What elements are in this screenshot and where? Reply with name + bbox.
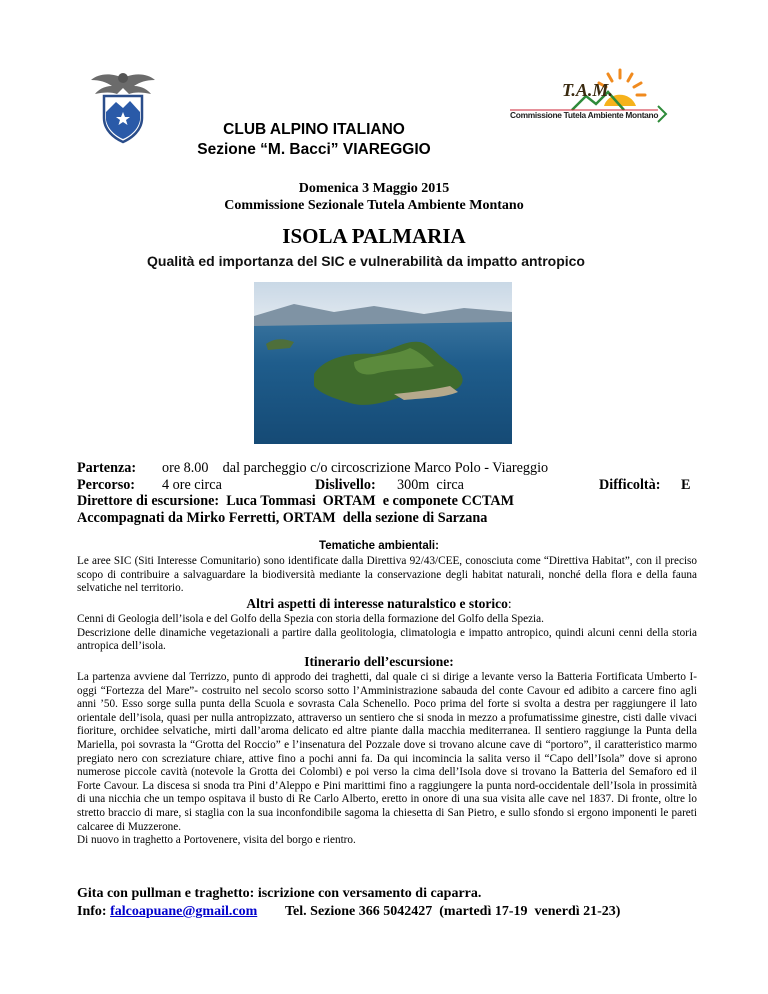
event-date: Domenica 3 Maggio 2015	[298, 181, 450, 196]
dislivello-label: Dislivello:	[315, 476, 376, 493]
club-section: Sezione “M. Bacci” VIAREGGIO	[197, 141, 431, 158]
accompanied: Accompagnati da Mirko Ferretti, ORTAM della sezione di Sarzana	[77, 509, 488, 526]
altri-heading	[0, 596, 763, 612]
club-name: CLUB ALPINO ITALIANO	[223, 121, 405, 138]
email-link[interactable]: falcoapuane@gmail.com	[110, 904, 258, 919]
itinerario-paragraph: La partenza avviene dal Terrizzo, punto di approdo dei traghetti, dal quale ci si dirige a levante verso la Batteria Fortificata Umberto I-oggi “Fortezza del Mare”- costruito nel secolo scorso sotto l’Amministrazione sabauda del conte Cavour ed adibito a carcere fino agli anni ’50. Esso sorge sulla punta della Scuola e sovrasta Cala Schenello. Poco prima del forte si svolta a destra per raggiungere il lato orientale dell’isola, quasi per nulla antropizzato, attraverso un sentiero che si snoda in mezzo a profumatissime ginestre, cisti dalle vivaci fioriture, orchidee selvatiche, mirti dall’aroma delicato ed altre piante dalla macchia mediterranea. Il sentiero raggiunge la Punta della Mariella, poi sovrasta la “Grotta del Roccio” e l’insenatura del Pozzale dove si trovano alcune cave di “portoro”, il caratteristico marmo pregiato nero con screziature chiare, attive fino a pochi anni fa. Da qui incomincia la salita verso il “Capo dell’Isola” dove si aprono numerose piccole cavità (notevole la Grotta dei Colombi) e poi verso la cima dell’Isola dove si trovano la Batteria del Semaforo ed il Forte Cavour. La discesa si snoda tra Pini d’Aleppo e Pini marittimi fino a raggiungere la punta nord-occidentale dell’Isola in prossimità di una nicchia che un tempo ospitava il busto di Re Carlo Alberto, eretto in onore di una sua visita alle cave nel 1837. Di fronte, oltre lo stretto braccio di mare, si staglia con la sua inconfondibile sagoma la chiesetta di San Pietro, e sullo sfondo si ergono imponenti le pareti calcaree di Muzzerone.	[77, 671, 697, 833]
event-organizer: Commissione Sezionale Tutela Ambiente Montano	[224, 198, 524, 213]
contact-line	[77, 903, 620, 921]
phone-info: Tel. Sezione 366 5042427 (martedì 17-19 venerdì 21-23)	[285, 904, 621, 919]
tam-caption: Commissione Tutela Ambiente Montano	[510, 110, 659, 120]
partenza-value: ore 8.00 dal parcheggio c/o circoscrizione Marco Polo - Viareggio	[162, 460, 549, 476]
altri-text	[77, 613, 697, 654]
percorso-value: 4 ore circa	[162, 476, 222, 493]
tematiche-heading: Tematiche ambientali:	[319, 540, 439, 552]
event-date-block	[0, 180, 758, 214]
tematiche-text: Le aree SIC (Siti Interesse Comunitario) sono identificate dalla Direttiva 92/43/CEE, conosciuta come “Direttiva Habitat”, con il preciso scopo di contribuire a salvaguardare la biodiversità mediante la conservazione degli habitat naturali, nonché della flora e della fauna selvatiche nel territorio.	[77, 555, 697, 595]
info-label: Info:	[77, 904, 107, 919]
itinerario-end: Di nuovo in traghetto a Portovenere, visita del borgo e rientro.	[77, 834, 356, 847]
altri-text-1: Cenni di Geologia dell’isola e del Golfo della Spezia con storia della formazione del Golfo della Spezia.	[77, 613, 544, 625]
altri-heading-text: Altri aspetti di interesse naturalstico e storico	[246, 596, 508, 611]
altri-text-2: Descrizione delle dinamiche vegetazionali a partire dalla geolitologia, climatologia e impatto antropico, quindi alcuni cenni della storia antropica dell’isola.	[77, 626, 697, 653]
page-subtitle: Qualità ed importanza del SIC e vulnerabilità da impatto antropico	[147, 253, 585, 269]
island-photo	[254, 282, 512, 444]
trip-details	[77, 460, 717, 526]
director: Direttore di escursione: Luca Tommasi ORTAM e componete CCTAM	[77, 493, 515, 509]
partenza-label: Partenza:	[77, 460, 137, 476]
gita-note: Gita con pullman e traghetto: iscrizione con versamento di caparra.	[77, 886, 482, 901]
dislivello-value: 300m circa	[397, 476, 464, 493]
tam-letters: T.A.M.	[562, 80, 613, 100]
difficolta-value: E	[681, 476, 691, 493]
page-title: ISOLA PALMARIA	[282, 224, 466, 248]
itinerario-heading: Itinerario dell’escursione:	[304, 654, 454, 669]
difficolta-label: Difficoltà:	[599, 476, 661, 493]
footer	[77, 885, 620, 921]
altri-heading-colon: :	[507, 596, 512, 611]
percorso-label: Percorso:	[77, 476, 136, 493]
itinerario-text	[77, 671, 697, 848]
